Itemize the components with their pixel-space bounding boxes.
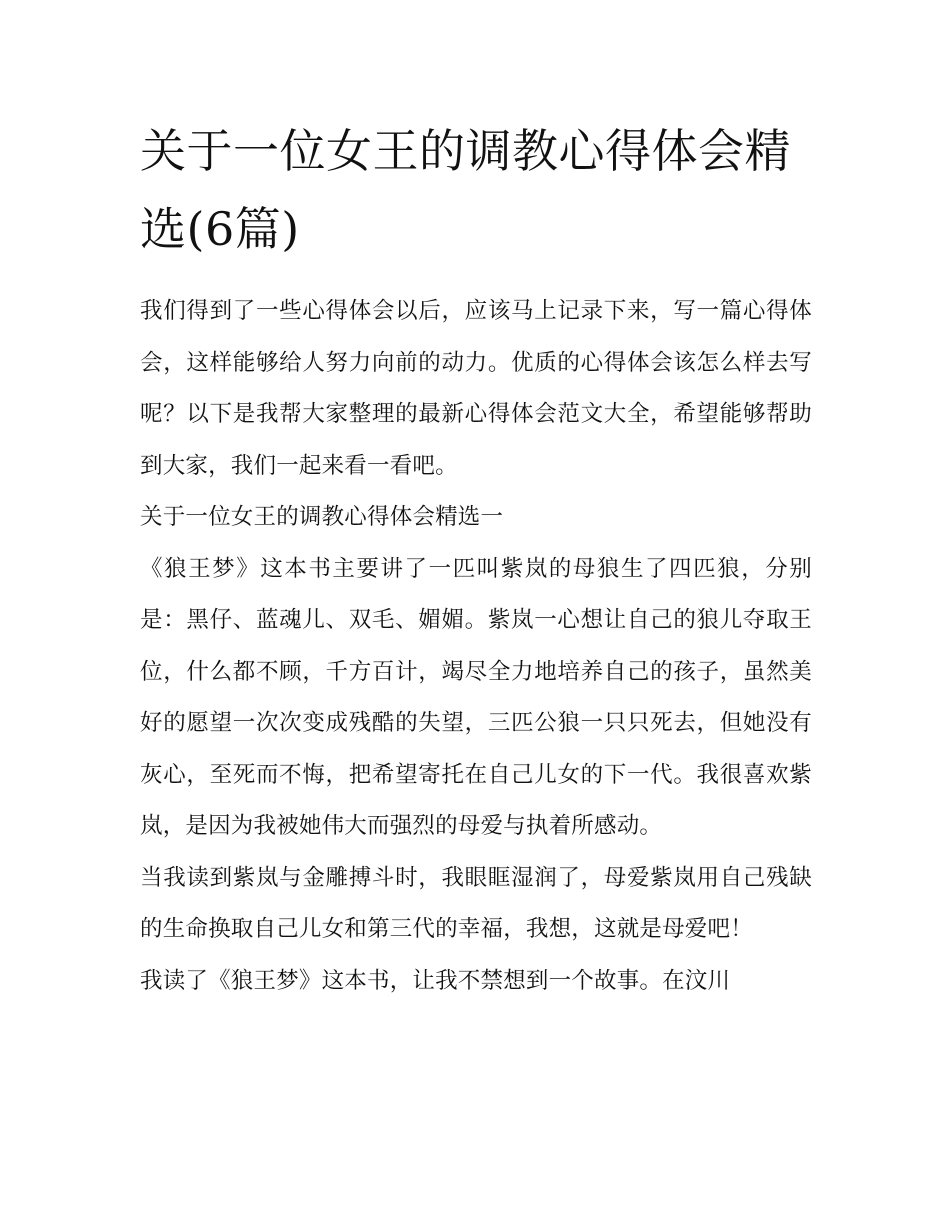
- body-paragraph: 《狼王梦》这本书主要讲了一匹叫紫岚的母狼生了四匹狼，分别是：黑仔、蓝魂儿、双毛、媚媚。紫岚一心想让自己的狼儿夺取王位，什么都不顾，千方百计，竭尽全力地培养自己的孩子，虽然美好的愿望一次次变成残酷的失望，三匹公狼一只只死去，但她没有灰心，至死而不悔，把希望寄托在自己儿女的下一代。我很喜欢紫岚，是因为我被她伟大而强烈的母爱与执着所感动。: [140, 555, 812, 839]
- intro-paragraph: 我们得到了一些心得体会以后，应该马上记录下来，写一篇心得体会，这样能够给人努力向前的动力。优质的心得体会该怎么样去写呢？以下是我帮大家整理的最新心得体会范文大全，希望能够帮助到大家，我们一起来看一看吧。: [140, 298, 812, 479]
- document-title: 关于一位女王的调教心得体会精选(6篇): [140, 124, 791, 256]
- document-body: [140, 286, 812, 1007]
- document-page: [140, 112, 812, 1007]
- body-paragraph: 我读了《狼王梦》这本书，让我不禁想到一个故事。在汶川: [140, 967, 731, 994]
- body-paragraph: 当我读到紫岚与金雕搏斗时，我眼眶湿润了，母爱紫岚用自己残缺的生命换取自己儿女和第三代的幸福，我想，这就是母爱吧！: [140, 864, 812, 942]
- section-heading: 关于一位女王的调教心得体会精选一: [140, 504, 504, 530]
